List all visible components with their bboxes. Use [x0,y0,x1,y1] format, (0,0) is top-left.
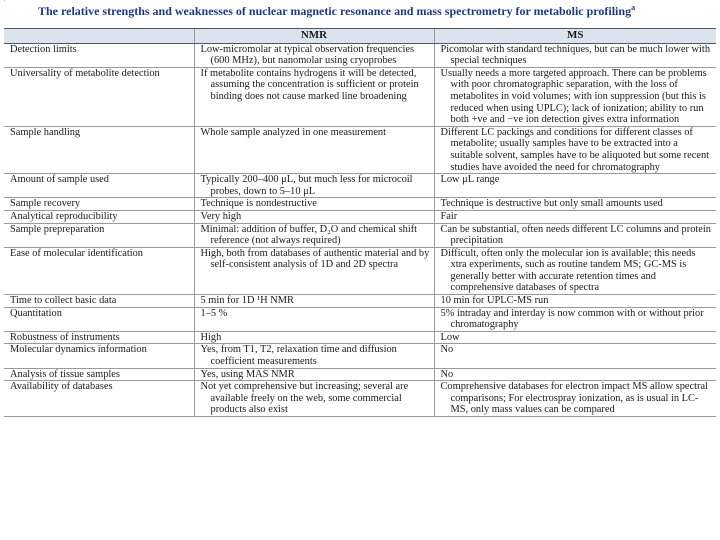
row-property [4,307,194,331]
row-property [4,247,194,294]
table-row [4,247,716,294]
cell-text: 5% intraday and interday is now common with or without prior chromatography [440,307,704,331]
row-property [4,295,194,308]
row-ms-value [434,126,716,173]
table-body [4,43,716,416]
cell-text: Yes, using MAS NMR [200,368,295,380]
row-property [4,368,194,381]
row-ms-value [434,210,716,223]
row-ms-value [434,368,716,381]
cell-text: 1–5 % [200,307,228,319]
table-title-text: The relative strengths and weaknesses of nuclear magnetic resonance and mass spectrometry for metabolic profiling [38,4,632,18]
cell-text: If metabolite contains hydrogens it will be detected, assuming the concentration is sufficient or protein binding does not cause marked line broadening [200,67,419,102]
table-row [4,67,716,126]
cell-text: 10 min for UPLC-MS run [440,295,549,307]
header-nmr: NMR [194,29,434,44]
header-ms: MS [434,29,716,44]
table-row [4,295,716,308]
table-title [38,1,698,18]
row-ms-value [434,331,716,344]
cell-text: Robustness of instruments [10,331,120,343]
table-row [4,381,716,417]
cell-text: Can be substantial, often needs different LC columns and protein precipitation [440,223,711,247]
cell-text: Yes, from T1, T2, relaxation time and diffusion coefficient measurements [200,344,397,368]
row-nmr-value [194,331,434,344]
row-ms-value [434,67,716,126]
row-nmr-value [194,210,434,223]
row-nmr-value [194,307,434,331]
row-nmr-value [194,368,434,381]
cell-text: Technique is destructive but only small amounts used [440,198,663,210]
table-row [4,331,716,344]
cell-text: Whole sample analyzed in one measurement [200,126,387,138]
row-nmr-value [194,344,434,368]
row-nmr-value [194,381,434,417]
cell-text: Availability of databases [10,381,113,393]
table-row [4,126,716,173]
row-property [4,381,194,417]
cell-text: Not yet comprehensive but increasing; several are available freely on the web, some commercial products also exist [200,381,409,416]
header-property [4,29,194,44]
cell-text: High [200,331,222,343]
row-ms-value [434,344,716,368]
cell-text: Comprehensive databases for electron impact MS allow spectral comparisons; For electrospray ionization, as is usual in LC-MS, only mass values can be compared [440,381,708,416]
header-row [4,29,716,44]
row-ms-value [434,247,716,294]
cell-text: Analysis of tissue samples [10,368,120,380]
table-row [4,368,716,381]
row-ms-value [434,174,716,198]
row-property [4,126,194,173]
row-ms-value [434,223,716,247]
title-footnote-marker: a [631,3,636,12]
cell-text: Low [440,331,460,343]
row-nmr-value [194,223,434,247]
row-property [4,198,194,211]
cell-text: Usually needs a more targeted approach. There can be problems with poor chromatographic separation, with the loss of metabolites in void volumes; with ion suppression (but this is reduced when using UPLC); lack of ionization; ability to run both +ve and −ve ion detection gives extra information [440,67,707,126]
cell-text: Sample handling [10,126,81,138]
table-row [4,174,716,198]
row-ms-value [434,43,716,67]
row-nmr-value [194,247,434,294]
row-ms-value [434,381,716,417]
table-row [4,210,716,223]
row-ms-value [434,295,716,308]
cell-text: Minimal: addition of buffer, D₂O and chemical shift reference (not always required) [200,223,418,247]
row-nmr-value [194,295,434,308]
cell-text: No [440,344,454,356]
table-row [4,43,716,67]
cell-text: No [440,368,454,380]
cell-text: Different LC packings and conditions for different classes of metabolite; usually samples have to be extracted into a suitable solvent, samples have to be aliquoted but some recent studies have avoided the need for chromatography [440,126,710,173]
corner-mark: ' [4,0,6,6]
cell-text: Quantitation [10,307,62,319]
cell-text: Detection limits [10,43,77,55]
row-ms-value [434,198,716,211]
row-property [4,174,194,198]
cell-text: Picomolar with standard techniques, but can be much lower with special techniques [440,43,711,67]
cell-text: Amount of sample used [10,174,109,186]
row-nmr-value [194,174,434,198]
table-row [4,344,716,368]
table-row [4,307,716,331]
table-row [4,223,716,247]
cell-text: 5 min for 1D ¹H NMR [200,295,294,307]
row-property [4,223,194,247]
cell-text: Molecular dynamics information [10,344,147,356]
row-property [4,344,194,368]
cell-text: Low-micromolar at typical observation frequencies (600 MHz), but nanomolar using cryoprobes [200,43,415,67]
cell-text: Analytical reproducibility [10,210,118,222]
row-ms-value [434,307,716,331]
row-property [4,210,194,223]
table-row [4,198,716,211]
row-nmr-value [194,126,434,173]
row-nmr-value [194,43,434,67]
cell-text: Universality of metabolite detection [10,67,160,79]
comparison-table [4,28,716,417]
cell-text: Sample recovery [10,198,81,210]
cell-text: Typically 200–400 μL, but much less for microcoil probes, down to 5–10 μL [200,174,413,197]
cell-text: Technique is nondestructive [200,198,317,210]
cell-text: Low μL range [440,174,500,186]
row-property [4,43,194,67]
cell-text: Difficult, often only the molecular ion is available; this needs xtra experiments, such as routine tandem MS; GC-MS is generally better with accurate retention times and comprehensive databases of spectra [440,247,696,294]
cell-text: Sample prepreparation [10,223,105,235]
cell-text: Fair [440,210,458,222]
row-property [4,331,194,344]
cell-text: Very high [200,210,242,222]
row-nmr-value [194,198,434,211]
row-property [4,67,194,126]
cell-text: Time to collect basic data [10,295,117,307]
cell-text: High, both from databases of authentic material and by self-consistent analysis of 1D and 2D spectra [200,247,430,271]
row-nmr-value [194,67,434,126]
cell-text: Ease of molecular identification [10,247,144,259]
